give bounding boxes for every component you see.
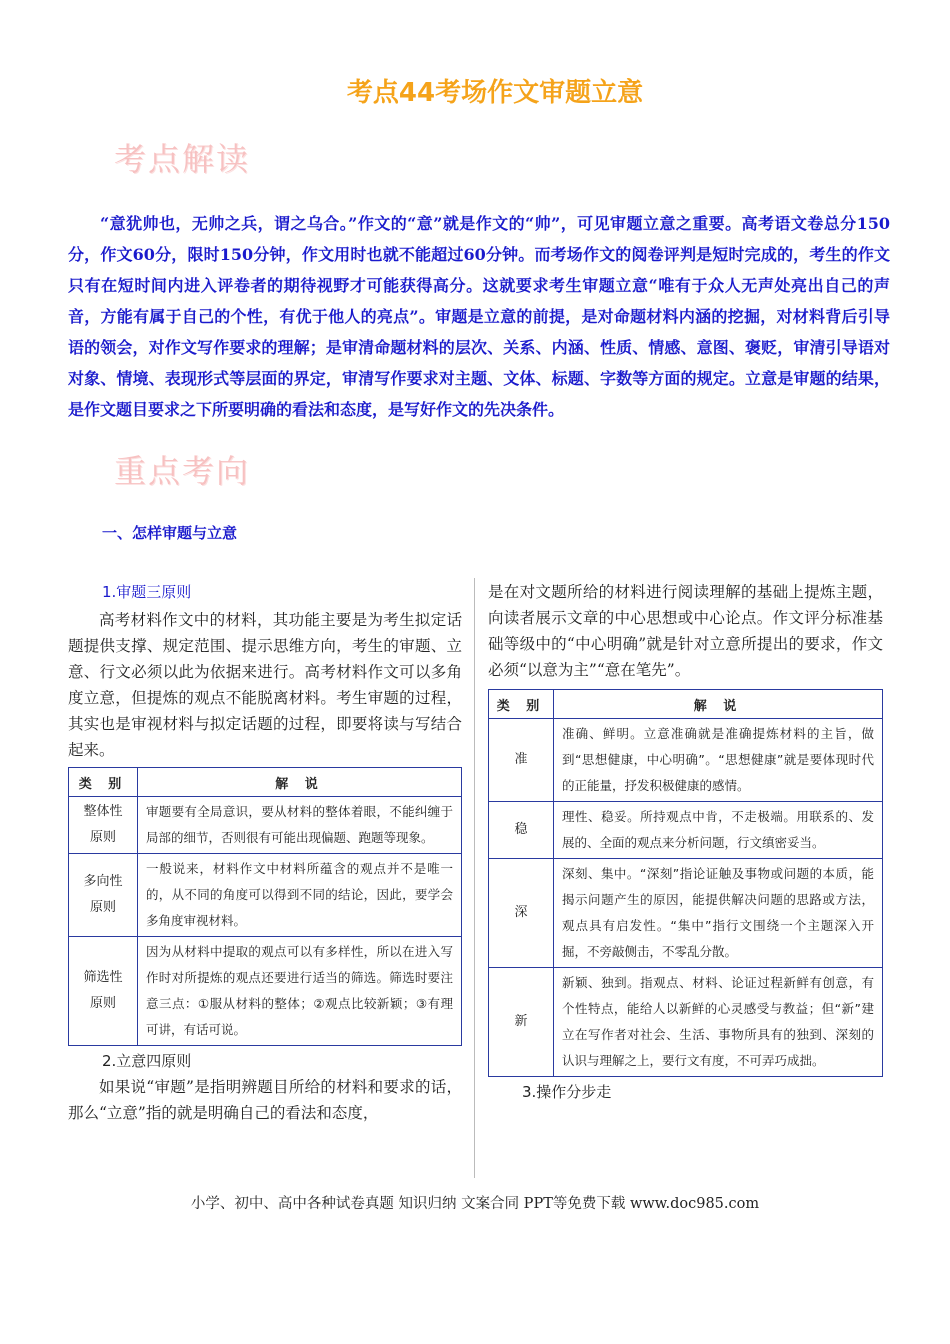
right-paragraph-1: 是在对文题所给的材料进行阅读理解的基础上提炼主题，向读者展示文章的中心思想或中心论点。作文评分标准基础等级中的“中心明确”就是针对立意所提出的要求，作文必须“以意为主”“意在笔先”。 (488, 583, 883, 679)
table-cell-explanation: 因为从材料中提取的观点可以有多样性，所以在进入写作时对所提炼的观点还要进行适当的筛选。筛选时要注意三点：①服从材料的整体；②观点比较新颖；③有理可讲，有话可说。 (138, 937, 462, 1046)
left-paragraph-1: 高考材料作文中的材料，其功能主要是为考生拟定话题提供支撑、规定范围、提示思维方向，考生的审题、立意、行文必须以此为依据来进行。高考材料作文可以多角度立意，但提炼的观点不能脱离材料。考生审题的过程，其实也是审视材料与拟定话题的过程，即要将读与写结合起来。 (68, 611, 462, 759)
table-cell-explanation: 准确、鲜明。立意准确就是准确提炼材料的主旨，做到“思想健康，中心明确”。“思想健康”就是要体现时代的正能量，抒发积极健康的感情。 (554, 719, 883, 802)
table-row (489, 719, 883, 802)
right-column (488, 579, 883, 1105)
table-cell-explanation: 新颖、独到。指观点、材料、论证过程新鲜有创意，有个性特点，能给人以新鲜的心灵感受与教益；但“新”建立在写作者对社会、生活、事物所具有的独到、深刻的认识与理解之上，要行文有度，不可弄巧成拙。 (554, 968, 883, 1077)
table-cell-explanation: 理性、稳妥。所持观点中肯，不走极端。用联系的、发展的、全面的观点来分析问题，行文缜密妥当。 (554, 802, 883, 859)
table-row (69, 797, 462, 854)
table-row (489, 968, 883, 1077)
table-header-category: 类 别 (69, 768, 138, 797)
left-paragraph-2: 如果说“审题”是指明辨题目所给的材料和要求的话，那么“立意”指的就是明确自己的看法和态度， (68, 1078, 462, 1122)
table-cell-category: 深 (489, 859, 554, 968)
table-cell-category: 新 (489, 968, 554, 1077)
page-title: 考点44考场作文审题立意 (346, 78, 644, 108)
table-row (69, 937, 462, 1046)
subheading-review-principles: 1.审题三原则 (102, 583, 192, 601)
table-cell-category: 筛选性原则 (69, 937, 138, 1046)
table-header-explanation: 解 说 (138, 768, 462, 797)
table-cell-explanation: 深刻、集中。“深刻”指论证触及事物或问题的本质，能揭示问题产生的原因，能提供解决问题的思路或方法，观点具有启发性。“集中”指行文围绕一个主题深入开掘，不旁敲侧击，不零乱分散。 (554, 859, 883, 968)
intent-principles-table (488, 689, 883, 1077)
column-divider (474, 578, 475, 1178)
page-footer: 小学、初中、高中各种试卷真题 知识归纳 文案合同 PPT等免费下载 www.doc985.com (190, 1196, 760, 1212)
table-cell-category: 多向性原则 (69, 854, 138, 937)
table-header-row (69, 768, 462, 797)
section-banner-focus: 重点考向 (114, 452, 251, 490)
table-header-explanation: 解 说 (554, 690, 883, 719)
table-header-row (489, 690, 883, 719)
left-column (68, 579, 462, 1126)
subheading-steps: 3.操作分步走 (522, 1083, 612, 1101)
table-cell-category: 整体性原则 (69, 797, 138, 854)
subheading-intent-principles: 2.立意四原则 (102, 1052, 192, 1070)
table-cell-category: 准 (489, 719, 554, 802)
table-cell-category: 稳 (489, 802, 554, 859)
table-row (489, 802, 883, 859)
heading-how-to: 一、怎样审题与立意 (102, 524, 238, 542)
table-cell-explanation: 一般说来，材料作文中材料所蕴含的观点并不是唯一的，从不同的角度可以得到不同的结论，因此，要学会多角度审视材料。 (138, 854, 462, 937)
table-header-category: 类 别 (489, 690, 554, 719)
review-principles-table (68, 767, 462, 1046)
section-banner-interpretation: 考点解读 (114, 140, 251, 178)
intro-paragraph: “意犹帅也，无帅之兵，谓之乌合。”作文的“意”就是作文的“帅”，可见审题立意之重要。高考语文卷总分150分，作文60分，限时150分钟，作文用时也就不能超过60分钟。而考场作文的阅卷评判是短时完成的，考生的作文只有在短时间内进入评卷者的期待视野才可能获得高分。这就要求考生审题立意“唯有于众人无声处亮出自己的声音，方能有属于自己的个性，有优于他人的亮点”。审题是立意的前提，是对命题材料内涵的挖掘，对材料背后引导语的领会，对作文写作要求的理解；是审清命题材料的层次、关系、内涵、性质、情感、意图、褒贬，审清引导语对对象、情境、表现形式等层面的界定，审清写作要求对主题、文体、标题、字数等方面的规定。立意是审题的结果，是作文题目要求之下所要明确的看法和态度，是写好作文的先决条件。 (68, 214, 890, 419)
table-row (489, 859, 883, 968)
table-row (69, 854, 462, 937)
table-cell-explanation: 审题要有全局意识，要从材料的整体着眼，不能纠缠于局部的细节，否则很有可能出现偏题、跑题等现象。 (138, 797, 462, 854)
